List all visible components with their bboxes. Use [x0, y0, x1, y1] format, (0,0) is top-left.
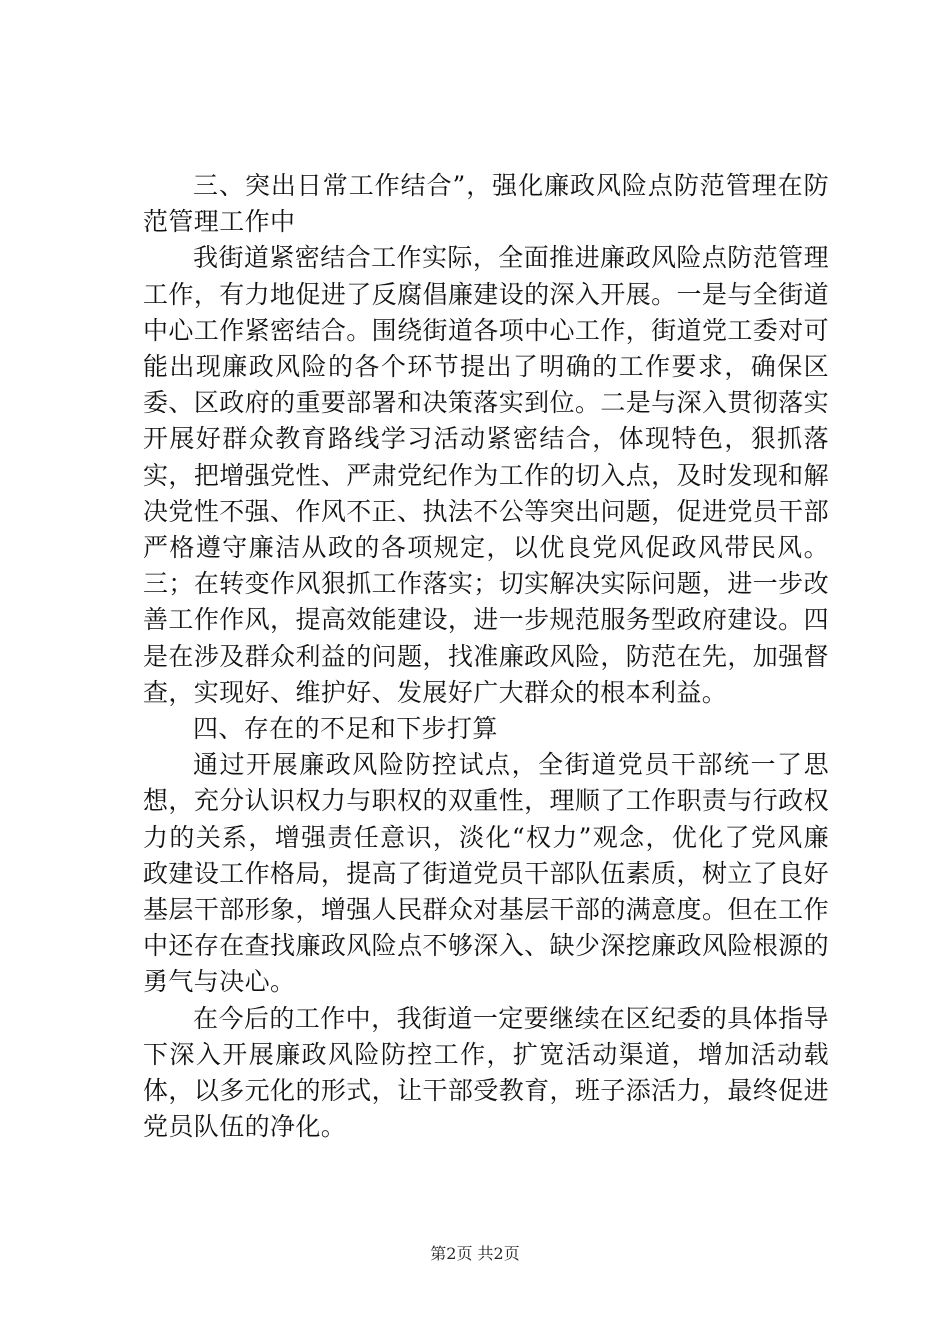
page-number-footer: 第2页 共2页: [430, 1244, 520, 1263]
body-paragraph-2: 通过开展廉政风险防控试点，全街道党员干部统一了思想，充分认识权力与职权的双重性，理顺了工作职责与行政权力的关系，增强责任意识，淡化“权力”观念，优化了党风廉政建设工作格局，提高了街道党员干部队伍素质，树立了良好基层干部形象，增强人民群众对基层干部的满意度。但在工作中还存在查找廉政风险点不够深入、缺少深挖廉政风险根源的勇气与决心。: [143, 750, 829, 997]
section-heading-4: 四、存在的不足和下步打算: [193, 714, 498, 744]
document-body: [143, 168, 829, 1145]
body-paragraph-3: 在今后的工作中，我街道一定要继续在区纪委的具体指导下深入开展廉政风险防控工作，扩宽活动渠道，增加活动载体，以多元化的形式，让干部受教育，班子添活力，最终促进党员队伍的净化。: [143, 1003, 829, 1142]
body-paragraph-1: 我街道紧密结合工作实际，全面推进廉政风险点防范管理工作，有力地促进了反腐倡廉建设的深入开展。一是与全街道中心工作紧密结合。围绕街道各项中心工作，街道党工委对可能出现廉政风险的各个环节提出了明确的工作要求，确保区委、区政府的重要部署和决策落实到位。二是与深入贯彻落实开展好群众教育路线学习活动紧密结合，体现特色，狠抓落实，把增强党性、严肃党纪作为工作的切入点，及时发现和解决党性不强、作风不正、执法不公等突出问题，促进党员干部严格遵守廉洁从政的各项规定，以优良党风促政风带民风。三；在转变作风狠抓工作落实；切实解决实际问题，进一步改善工作作风，提高效能建设，进一步规范服务型政府建设。四是在涉及群众利益的问题，找准廉政风险，防范在先，加强督查，实现好、维护好、发展好广大群众的根本利益。: [143, 243, 829, 707]
section-heading-3: 三、突出日常工作结合”，强化廉政风险点防范管理在防范管理工作中: [143, 171, 829, 237]
